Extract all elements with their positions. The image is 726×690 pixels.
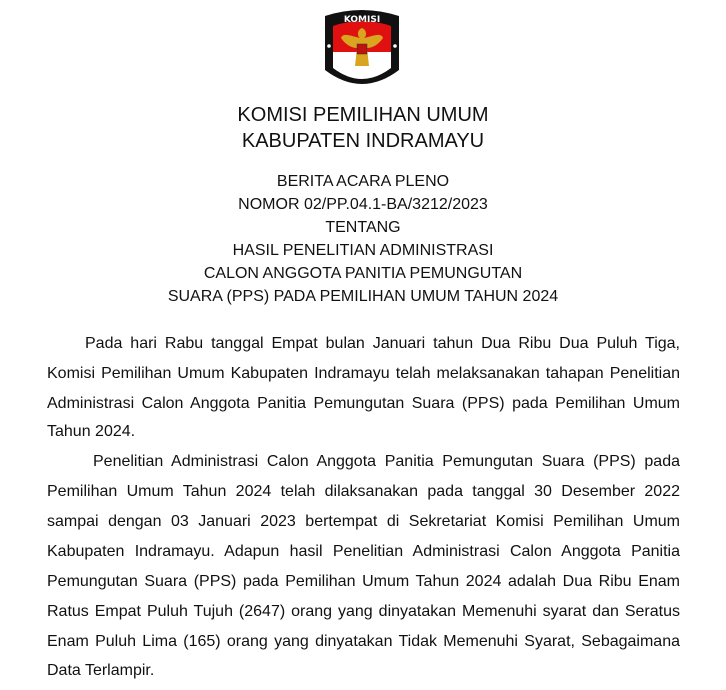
subtitle-line-1: BERITA ACARA PLENO — [276, 173, 450, 190]
paragraph-2-line: sampai dengan 03 Januari 2023 bertempat di Sekretariat Komisi Pemilihan Umum — [47, 513, 680, 530]
title-line-2: KABUPATEN INDRAMAYU — [241, 130, 485, 152]
paragraph-1-line: Administrasi Calon Anggota Panitia Pemungutan Suara (PPS) pada Pemilihan Umum — [47, 395, 680, 412]
paragraph-2-line: Pemungutan Suara (PPS) pada Pemilihan Umum Tahun 2024 adalah Dua Ribu Enam — [47, 573, 680, 590]
paragraph-2-line: Ratus Empat Puluh Tujuh (2647) orang yang dinyatakan Memenuhi syarat dan Seratus — [47, 603, 680, 620]
paragraph-1-line: Tahun 2024. — [47, 423, 136, 440]
paragraph-1-line: Pada hari Rabu tanggal Empat bulan Januari tahun Dua Ribu Dua Puluh Tiga, — [85, 335, 680, 352]
paragraph-2-line: Kabupaten Indramayu. Adapun hasil Penelitian Administrasi Calon Anggota Panitia — [47, 543, 680, 560]
subtitle-line-5: CALON ANGGOTA PANITIA PEMUNGUTAN — [203, 265, 523, 282]
paragraph-2-line: Pemilihan Umum Tahun 2024 telah dilaksanakan pada tanggal 30 Desember 2022 — [47, 483, 680, 500]
paragraph-2-line: Enam Puluh Lima (165) orang yang dinyatakan Tidak Memenuhi Syarat, Sebagaimana — [47, 633, 680, 650]
subtitle-line-6: SUARA (PPS) PADA PEMILIHAN UMUM TAHUN 2024 — [167, 288, 559, 305]
kpu-logo — [317, 8, 407, 90]
paragraph-2-line: Data Terlampir. — [47, 662, 155, 679]
paragraph-1-line: Komisi Pemilihan Umum Kabupaten Indramayu telah melaksanakan tahapan Penelitian — [47, 365, 680, 382]
paragraph-2-line: Penelitian Administrasi Calon Anggota Panitia Pemungutan Suara (PPS) pada — [93, 453, 680, 470]
subtitle-line-4: HASIL PENELITIAN ADMINISTRASI — [232, 242, 494, 259]
subtitle-line-3: TENTANG — [325, 219, 401, 236]
svg-text:KOMISI: KOMISI — [343, 15, 381, 25]
title-line-1: KOMISI PEMILIHAN UMUM — [237, 104, 489, 126]
subtitle-line-2: NOMOR 02/PP.04.1-BA/3212/2023 — [238, 196, 488, 213]
